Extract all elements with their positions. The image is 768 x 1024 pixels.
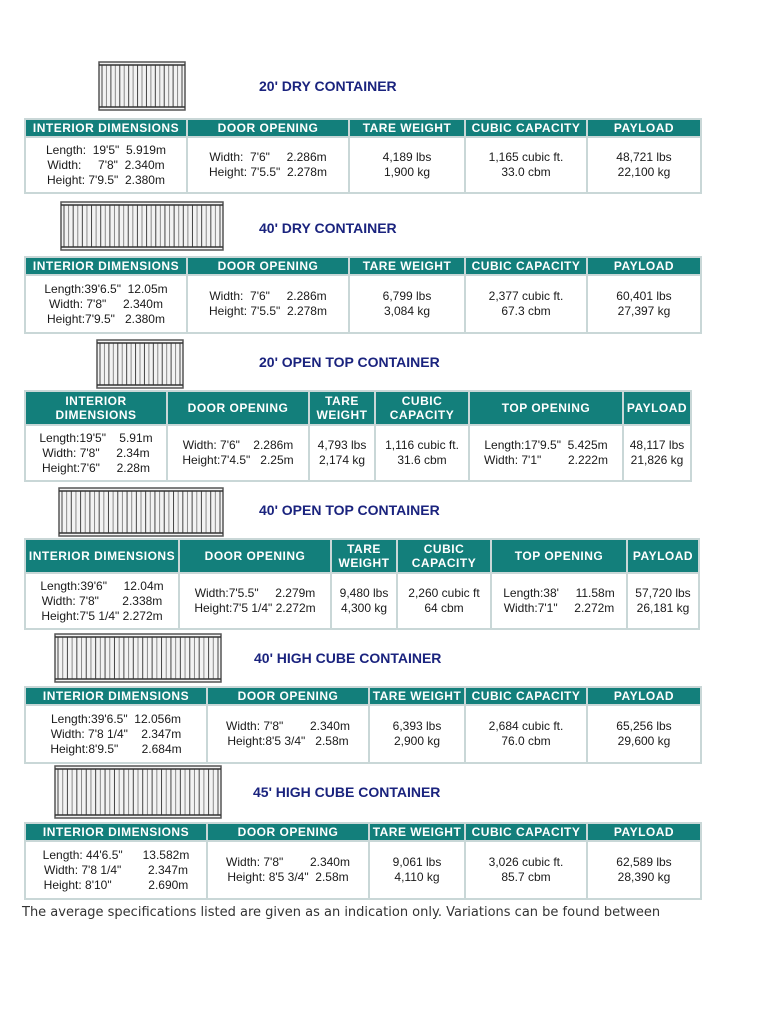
cell-tare-weight [369, 705, 465, 763]
cell-payload [587, 137, 701, 193]
cell-line: Width: 7'8" 2.338m [41, 593, 163, 608]
container-image-40-high-cube-container [54, 632, 222, 684]
header-row [25, 257, 701, 275]
column-header-door-opening: DOOR OPENING [207, 823, 369, 841]
column-header-payload: PAYLOAD [587, 257, 701, 275]
column-header-payload: PAYLOAD [587, 119, 701, 137]
column-header-payload: PAYLOAD [587, 687, 701, 705]
cell-cubic-capacity [465, 705, 587, 763]
cell-door-opening [187, 137, 349, 193]
column-header-cubic-capacity: CUBIC CAPACITY [465, 119, 587, 137]
container-image-45-high-cube-container [54, 764, 222, 820]
column-header-door-opening: DOOR OPENING [179, 539, 331, 573]
cell-payload [587, 275, 701, 333]
cell-interior-dimensions [25, 425, 167, 481]
column-header-interior-dimensions: INTERIOR DIMENSIONS [25, 119, 187, 137]
cell-line: 48,721 lbs [616, 150, 672, 164]
column-header-cubic-capacity: CUBIC CAPACITY [465, 687, 587, 705]
cell-line: 65,256 lbs [616, 719, 672, 733]
cell-line: Length: 44'6.5" 13.582m [42, 847, 190, 862]
cell-line: Height: 7'5.5" 2.278m [209, 165, 327, 179]
cell-line: Width: 7'1" 2.222m [484, 453, 608, 467]
header-row [25, 823, 701, 841]
cell-line: 9,480 lbs [339, 586, 389, 600]
cell-line: 62,589 lbs [616, 855, 672, 869]
cell-line: Width:7'5.5" 2.279m [194, 586, 316, 600]
cell-interior-dimensions [25, 137, 187, 193]
cell-line: 27,397 kg [617, 304, 671, 318]
cell-line: Length:39'6.5" 12.056m [51, 711, 181, 726]
column-header-cubic-capacity: CUBIC CAPACITY [375, 391, 469, 425]
cell-line: 6,799 lbs [382, 289, 432, 303]
cell-line: 28,390 kg [617, 870, 671, 884]
column-header-cubic-capacity: CUBIC CAPACITY [465, 823, 587, 841]
cell-door-opening [179, 573, 331, 629]
cell-line: Width: 7'6" 2.286m [182, 438, 294, 452]
cell-line: 2,900 kg [393, 734, 441, 748]
header-row [25, 687, 701, 705]
cell-line: 85.7 cbm [501, 870, 551, 884]
container-image-40-open-top-container [58, 486, 224, 538]
cell-line: 6,393 lbs [392, 719, 442, 733]
cell-line: 76.0 cbm [501, 734, 551, 748]
cell-line: Height:7'6" 2.28m [42, 460, 150, 475]
footnote-text: The average specifications listed are given as an indication only. Variations can be found between [22, 905, 661, 920]
cell-line: Width: 7'8" 2.340m [226, 855, 350, 869]
cell-payload [627, 573, 699, 629]
cell-line: Height: 8'10" 2.690m [43, 877, 189, 892]
cell-line: 57,720 lbs [635, 586, 691, 600]
cell-line: 2,260 cubic ft [408, 586, 480, 600]
column-header-door-opening: DOOR OPENING [187, 257, 349, 275]
cell-line: Width: 7'8" 2.340m [226, 719, 350, 733]
cell-interior-dimensions [25, 573, 179, 629]
column-header-door-opening: DOOR OPENING [187, 119, 349, 137]
cell-tare-weight [369, 841, 465, 899]
cell-payload [587, 705, 701, 763]
cell-line: Height: 7'5.5" 2.278m [209, 304, 327, 318]
column-header-door-opening: DOOR OPENING [207, 687, 369, 705]
column-header-payload: PAYLOAD [587, 823, 701, 841]
cell-line: Length:38' 11.58m [503, 586, 615, 600]
cell-cubic-capacity [465, 275, 587, 333]
cell-line: 33.0 cbm [501, 165, 551, 179]
table-row [25, 573, 699, 629]
cell-line: Length:39'6" 12.04m [40, 578, 164, 593]
column-header-tare-weight: TARE WEIGHT [349, 119, 465, 137]
table-row [25, 275, 701, 333]
column-header-tare-weight: TARE WEIGHT [331, 539, 397, 573]
cell-line: Height: 7'9.5" 2.380m [47, 172, 165, 187]
cell-line: 29,600 kg [617, 734, 671, 748]
column-header-top-opening: TOP OPENING [469, 391, 623, 425]
cell-line: Width: 7'8" 2.340m [47, 157, 165, 172]
cell-line: 67.3 cbm [501, 304, 551, 318]
section-title: 40' OPEN TOP CONTAINER [259, 502, 440, 518]
cell-line: Length:19'5" 5.91m [39, 430, 153, 445]
container-image-20-open-top-container [96, 338, 184, 390]
column-header-tare-weight: TARE WEIGHT [369, 823, 465, 841]
spec-table-40-open-top-container [24, 538, 700, 630]
column-header-cubic-capacity: CUBIC CAPACITY [397, 539, 491, 573]
column-header-payload: PAYLOAD [627, 539, 699, 573]
cell-line: Width: 7'6" 2.286m [209, 289, 327, 303]
cell-line: 3,026 cubic ft. [488, 855, 564, 869]
table-row [25, 705, 701, 763]
cell-line: 22,100 kg [617, 165, 671, 179]
cell-interior-dimensions [25, 705, 207, 763]
cell-line: 2,377 cubic ft. [488, 289, 564, 303]
cell-top-opening [491, 573, 627, 629]
cell-interior-dimensions [25, 841, 207, 899]
cell-line: Height:8'5 3/4" 2.58m [227, 734, 349, 748]
column-header-interior-dimensions: INTERIOR DIMENSIONS [25, 257, 187, 275]
cell-tare-weight [349, 137, 465, 193]
header-row [25, 539, 699, 573]
cell-line: Height:7'5 1/4" 2.272m [41, 608, 163, 623]
cell-line: 4,300 kg [340, 601, 388, 615]
cell-line: Height: 8'5 3/4" 2.58m [227, 870, 349, 884]
column-header-interior-dimensions: INTERIOR DIMENSIONS [25, 539, 179, 573]
cell-line: Height:8'9.5" 2.684m [50, 741, 182, 756]
spec-table-40-high-cube-container [24, 686, 702, 764]
cell-line: Length: 19'5" 5.919m [46, 142, 166, 157]
column-header-interior-dimensions: INTERIOR DIMENSIONS [25, 391, 167, 425]
cell-tare-weight [309, 425, 375, 481]
cell-line: 4,110 kg [394, 870, 440, 884]
column-header-tare-weight: TARE WEIGHT [369, 687, 465, 705]
section-title: 40' DRY CONTAINER [259, 220, 397, 236]
cell-line: Width:7'1" 2.272m [503, 601, 615, 615]
cell-line: Width: 7'8 1/4" 2.347m [50, 726, 182, 741]
spec-table-40-dry-container [24, 256, 702, 334]
cell-line: 21,826 kg [630, 453, 684, 467]
column-header-top-opening: TOP OPENING [491, 539, 627, 573]
column-header-tare-weight: TARE WEIGHT [309, 391, 375, 425]
section-title: 20' DRY CONTAINER [259, 78, 397, 94]
cell-door-opening [187, 275, 349, 333]
column-header-cubic-capacity: CUBIC CAPACITY [465, 257, 587, 275]
cell-line: Width: 7'8" 2.340m [49, 296, 163, 311]
cell-line: 3,084 kg [383, 304, 431, 318]
cell-line: Height:7'9.5" 2.380m [47, 311, 165, 326]
section-title: 40' HIGH CUBE CONTAINER [254, 650, 442, 666]
section-title: 45' HIGH CUBE CONTAINER [253, 784, 441, 800]
cell-line: Height:7'4.5" 2.25m [182, 453, 294, 467]
column-header-interior-dimensions: INTERIOR DIMENSIONS [25, 687, 207, 705]
table-row [25, 841, 701, 899]
cell-line: 2,174 kg [318, 453, 366, 467]
cell-line: 60,401 lbs [616, 289, 672, 303]
cell-line: 26,181 kg [636, 601, 690, 615]
cell-top-opening [469, 425, 623, 481]
cell-tare-weight [331, 573, 397, 629]
table-row [25, 425, 691, 481]
cell-line: 64 cbm [424, 601, 464, 615]
cell-line: 1,900 kg [383, 165, 431, 179]
cell-line: Length:39'6.5" 12.05m [44, 281, 168, 296]
cell-line: 4,793 lbs [317, 438, 367, 452]
column-header-interior-dimensions: INTERIOR DIMENSIONS [25, 823, 207, 841]
cell-line: 2,684 cubic ft. [488, 719, 564, 733]
section-title: 20' OPEN TOP CONTAINER [259, 354, 440, 370]
container-image-40-dry-container [60, 200, 224, 252]
spec-table-45-high-cube-container [24, 822, 702, 900]
cell-line: 48,117 lbs [629, 438, 685, 452]
header-row [25, 119, 701, 137]
header-row [25, 391, 691, 425]
spec-table-20-dry-container [24, 118, 702, 194]
cell-line: Width: 7'8" 2.34m [42, 445, 150, 460]
cell-tare-weight [349, 275, 465, 333]
cell-line: Width: 7'8 1/4" 2.347m [44, 862, 188, 877]
table-row [25, 137, 701, 193]
cell-cubic-capacity [375, 425, 469, 481]
cell-door-opening [167, 425, 309, 481]
column-header-payload: PAYLOAD [623, 391, 691, 425]
cell-line: 31.6 cbm [397, 453, 447, 467]
cell-line: 1,165 cubic ft. [488, 150, 564, 164]
cell-cubic-capacity [465, 137, 587, 193]
cell-cubic-capacity [397, 573, 491, 629]
container-image-20-dry-container [98, 60, 186, 112]
cell-line: Length:17'9.5" 5.425m [484, 438, 608, 452]
cell-line: 4,189 lbs [382, 150, 432, 164]
cell-line: Height:7'5 1/4" 2.272m [194, 601, 316, 615]
cell-line: Width: 7'6" 2.286m [209, 150, 327, 164]
column-header-door-opening: DOOR OPENING [167, 391, 309, 425]
cell-door-opening [207, 841, 369, 899]
cell-interior-dimensions [25, 275, 187, 333]
spec-table-20-open-top-container [24, 390, 692, 482]
cell-door-opening [207, 705, 369, 763]
cell-line: 9,061 lbs [392, 855, 442, 869]
cell-payload [587, 841, 701, 899]
cell-payload [623, 425, 691, 481]
cell-line: 1,116 cubic ft. [385, 438, 459, 452]
cell-cubic-capacity [465, 841, 587, 899]
column-header-tare-weight: TARE WEIGHT [349, 257, 465, 275]
